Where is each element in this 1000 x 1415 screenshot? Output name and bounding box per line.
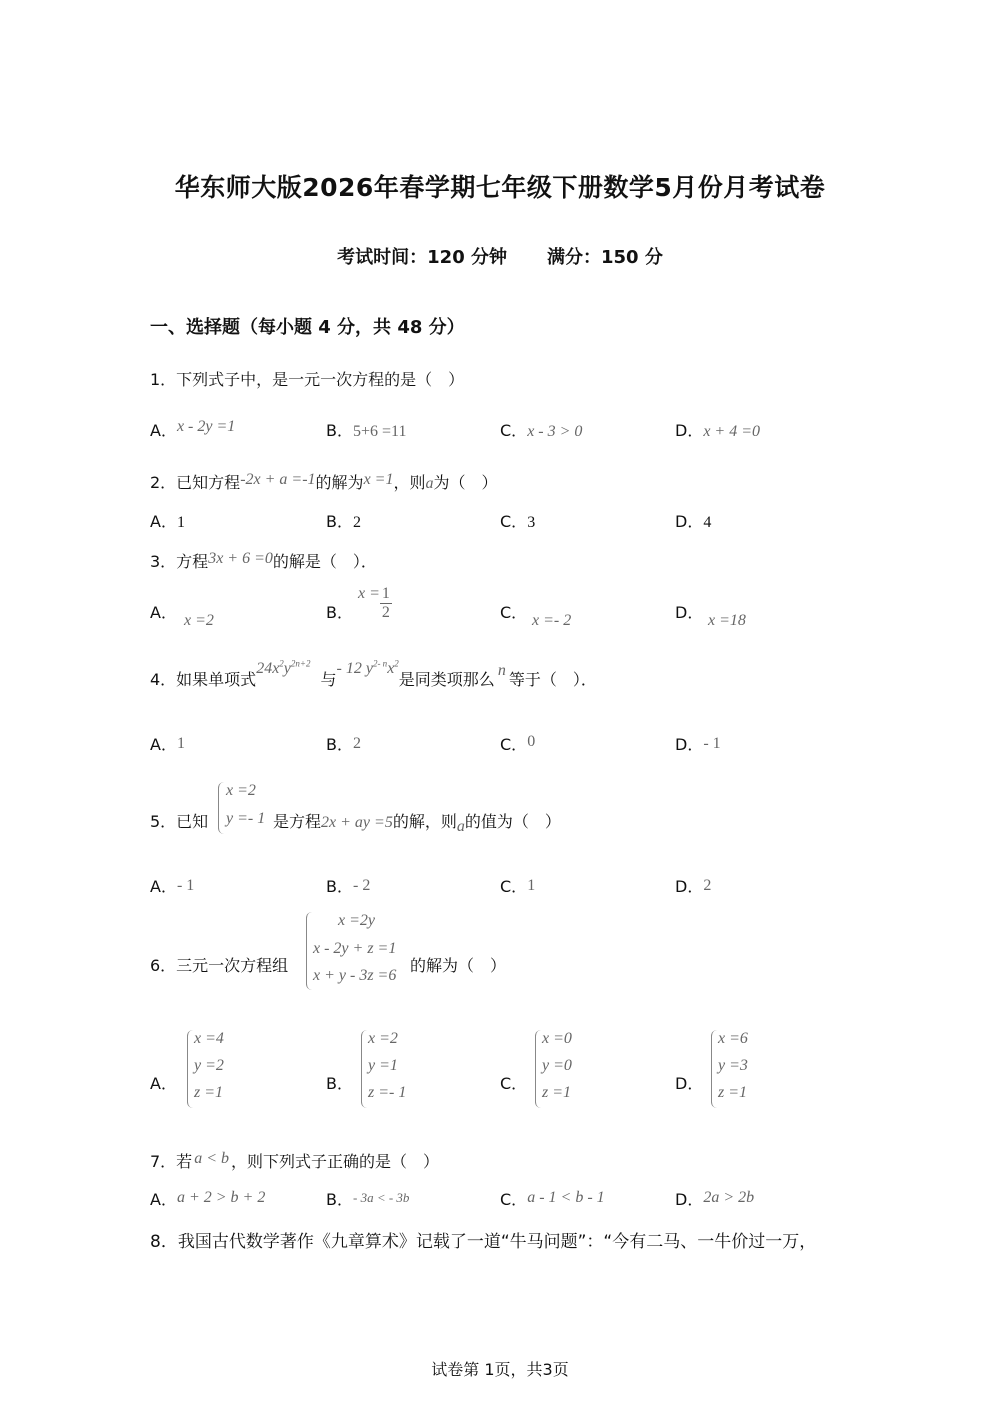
q1-option-a[interactable]: A．x - 2y =1 <box>150 418 236 440</box>
q5-option-c[interactable]: C．1 <box>500 877 536 896</box>
q6-c-line-1[interactable]: x =0 <box>542 1030 572 1047</box>
q6-option-c-label[interactable]: C． <box>500 1074 528 1093</box>
q5-sys-line-2: y =- 1 <box>226 810 266 827</box>
q5-option-a[interactable]: A．- 1 <box>150 877 195 896</box>
q6-b-line-1[interactable]: x =2 <box>368 1030 398 1047</box>
q3-option-c[interactable]: x =- 2 <box>532 612 572 629</box>
q3-option-a[interactable]: x =2 <box>184 612 214 629</box>
question-8-text: 8．我国古代数学著作《九章算术》记载了一道“牛马问题”：“今有二马、一牛价过一万， <box>150 1232 817 1252</box>
q6-sys-line-1: x =2y <box>338 912 375 929</box>
q4-option-c[interactable]: C．0 <box>500 733 536 754</box>
question-2-text: 2．已知方程-2x + a =-1的解为x =1，则a为（ ） <box>150 471 498 492</box>
fraction: $\frac{1}{2}$ <box>381 585 390 621</box>
exam-info <box>0 243 1000 269</box>
q6-c-line-2[interactable]: y =0 <box>542 1057 572 1074</box>
brace <box>711 1030 718 1108</box>
brace <box>187 1030 194 1108</box>
q2-option-b[interactable]: B．2 <box>326 512 361 531</box>
exam-score: 满分：150 分 <box>547 247 663 268</box>
q1-option-b[interactable]: B．5+6 =11 <box>326 421 407 440</box>
question-5-text: 是方程2x + ay =5的解，则a的值为（ ） <box>273 812 561 835</box>
q3-option-c-label[interactable]: C． <box>500 603 528 622</box>
q3-option-b[interactable]: x = $\frac{1}{2}$ <box>358 585 390 621</box>
q7-option-d[interactable]: D．2a > 2b <box>675 1189 755 1209</box>
q1-option-c[interactable]: C．x - 3 > 0 <box>500 421 583 440</box>
brace <box>306 912 313 990</box>
q2-option-a[interactable]: A．1 <box>150 512 185 531</box>
q6-option-d-label[interactable]: D． <box>675 1074 704 1093</box>
q7-option-c[interactable]: C．a - 1 < b - 1 <box>500 1189 605 1209</box>
q3-option-b-label[interactable]: B． <box>326 603 353 622</box>
q3-option-d-label[interactable]: D． <box>675 603 704 622</box>
q6-d-line-1[interactable]: x =6 <box>718 1030 748 1047</box>
page-footer: 试卷第 1页，共3页 <box>431 1360 569 1379</box>
question-4-text: 4．如果单项式$24x^2y^{2n+2}$与- 12 $y^{2- n}x^2$是同类项那么 n 等于（ ）． <box>150 658 597 689</box>
exam-time: 考试时间：120 分钟 <box>337 247 507 268</box>
q6-b-line-3[interactable]: z =- 1 <box>368 1084 407 1101</box>
q6-sys-line-3: x + y - 3z =6 <box>313 967 397 984</box>
q1-option-d[interactable]: D．x + 4 =0 <box>675 421 761 440</box>
q4-option-d[interactable]: D．- 1 <box>675 735 721 754</box>
brace <box>218 782 225 834</box>
q6-sys-line-2: x - 2y + z =1 <box>313 940 397 957</box>
q6-option-a-label[interactable]: A． <box>150 1074 177 1093</box>
q4-option-b[interactable]: B．2 <box>326 735 361 754</box>
question-6-suffix: 的解为（ ） <box>410 956 507 975</box>
q6-c-line-3[interactable]: z =1 <box>542 1084 572 1101</box>
q6-d-line-2[interactable]: y =3 <box>718 1057 748 1074</box>
q5-sys-line-1: x =2 <box>226 782 256 799</box>
question-3-text: 3．方程3x + 6 =0的解是（ ）． <box>150 550 377 571</box>
question-5-prefix: 5．已知 <box>150 812 209 831</box>
q3-option-d[interactable]: x =18 <box>708 612 746 629</box>
brace <box>535 1030 542 1108</box>
q3-option-a-label[interactable]: A． <box>150 603 177 622</box>
q2-option-c[interactable]: C．3 <box>500 512 536 531</box>
question-7-text: 7．若 a < b ，则下列式子正确的是（ ） <box>150 1150 439 1171</box>
q6-a-line-1[interactable]: x =4 <box>194 1030 224 1047</box>
question-6-prefix: 6．三元一次方程组 <box>150 956 289 975</box>
q7-option-a[interactable]: A．a + 2 > b + 2 <box>150 1189 266 1209</box>
exam-title: 华东师大版2026年春学期七年级下册数学5月份月考试卷 <box>174 173 826 202</box>
q7-option-b[interactable]: B．- 3a < - 3b <box>326 1190 410 1209</box>
q5-option-b[interactable]: B．- 2 <box>326 877 371 896</box>
question-1-text: 1．下列式子中，是一元一次方程的是（ ） <box>150 370 465 389</box>
q4-option-a[interactable]: A．1 <box>150 735 185 754</box>
q6-option-b-label[interactable]: B． <box>326 1074 353 1093</box>
q5-option-d[interactable]: D．2 <box>675 877 712 896</box>
brace <box>361 1030 368 1108</box>
q6-b-line-2[interactable]: y =1 <box>368 1057 398 1074</box>
section-heading: 一、选择题（每小题 4 分，共 48 分） <box>150 317 465 338</box>
q6-a-line-2[interactable]: y =2 <box>194 1057 224 1074</box>
q6-d-line-3[interactable]: z =1 <box>718 1084 748 1101</box>
q6-a-line-3[interactable]: z =1 <box>194 1084 224 1101</box>
q2-option-d[interactable]: D．4 <box>675 512 712 531</box>
